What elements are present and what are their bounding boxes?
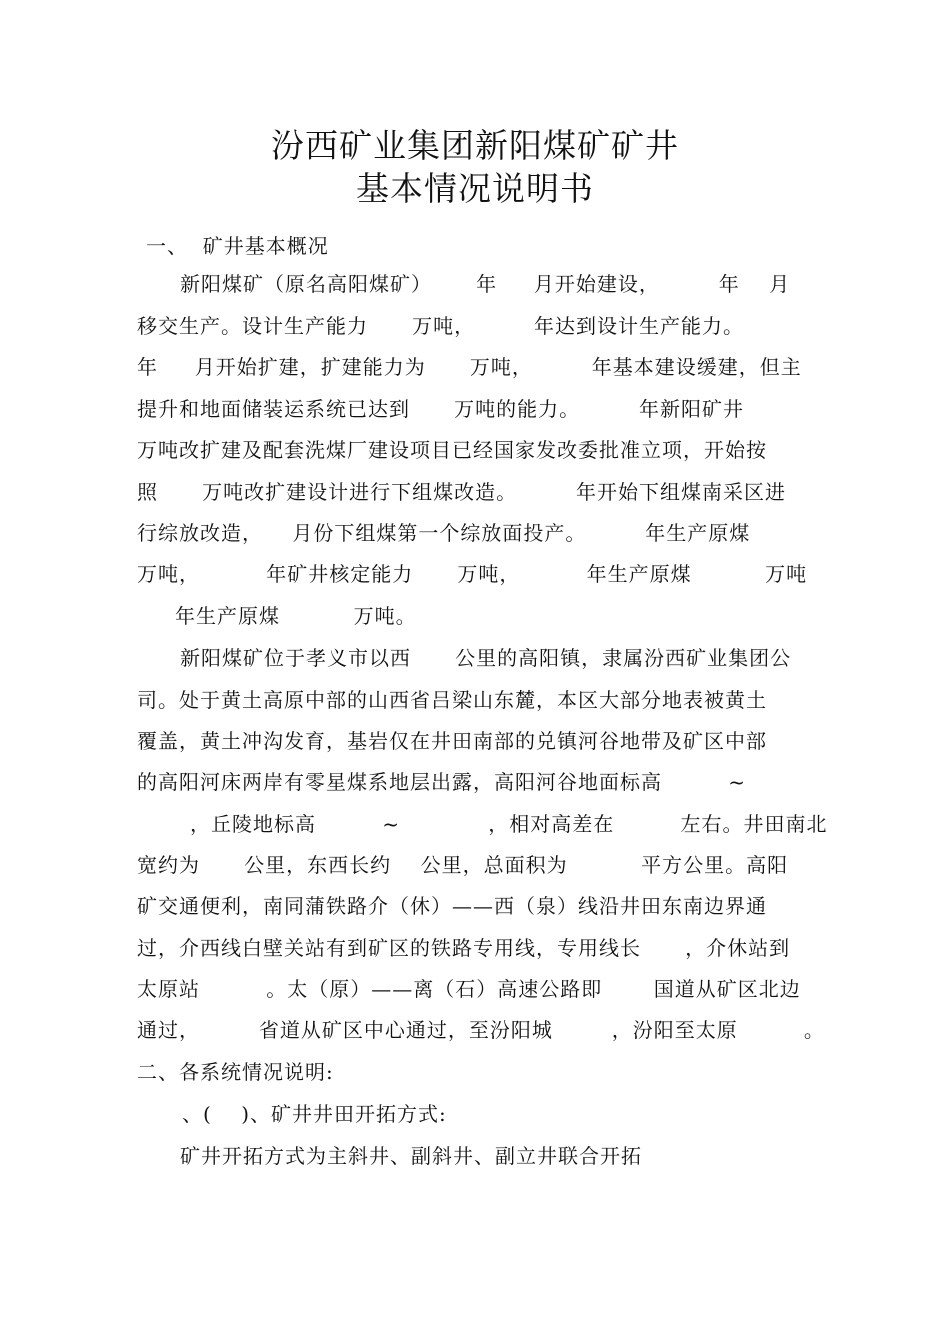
body-line: 行综放改造， 月份下组煤第一个综放面投产。 年生产原煤 — [137, 521, 751, 545]
body-line: 万吨， 年矿井核定能力 万吨， 年生产原煤 万吨 — [137, 562, 808, 586]
body-line: 万吨改扩建及配套洗煤厂建设项目已经国家发改委批准立项，开始按 — [137, 438, 767, 462]
body-line: 年 月开始扩建，扩建能力为 万吨， 年基本建设缓建，但主 — [137, 355, 802, 379]
body-line: ，丘陵地标高 ~ ，相对高差在 左右。井田南北 — [190, 812, 828, 836]
document-title-line1: 汾西矿业集团新阳煤矿矿井 — [271, 126, 679, 165]
body-line: 的高阳河床两岸有零星煤系地层出露，高阳河谷地面标高 ~ — [137, 770, 746, 794]
body-line: 矿交通便利，南同蒲铁路介（休）——西（泉）线沿井田东南边界通 — [137, 894, 767, 918]
body-line: 提升和地面储装运系统已达到 万吨的能力。 年新阳矿井 — [137, 397, 745, 421]
body-line: 太原站 。太（原）——离（石）高速公路即 国道从矿区北边 — [137, 977, 801, 1001]
section2-paragraph: 矿井开拓方式为主斜井、副斜井、副立井联合开拓 — [180, 1144, 642, 1168]
body-line: 过，介西线白壁关站有到矿区的铁路专用线，专用线长 ，介休站到 — [137, 936, 791, 960]
body-line: 宽约为 公里，东西长约 公里，总面积为 平方公里。高阳 — [137, 853, 789, 877]
body-line: 新阳煤矿（原名高阳煤矿） 年 月开始建设， 年 月 — [180, 272, 791, 296]
body-line: 移交生产。设计生产能力 万吨， 年达到设计生产能力。 — [137, 314, 745, 338]
body-line: 覆盖，黄土冲沟发育，基岩仅在井田南部的兑镇河谷地带及矿区中部 — [137, 729, 767, 753]
body-line: 照 万吨改扩建设计进行下组煤改造。 年开始下组煤南采区进 — [137, 480, 787, 504]
body-line: 新阳煤矿位于孝义市以西 公里的高阳镇，隶属汾西矿业集团公 — [180, 646, 792, 670]
body-line: 通过， 省道从矿区中心通过，至汾阳城 ，汾阳至太原 。 — [137, 1018, 825, 1042]
document-title-line2: 基本情况说明书 — [356, 169, 594, 208]
body-line: 司。处于黄土高原中部的山西省吕梁山东麓，本区大部分地表被黄土 — [137, 688, 767, 712]
section1-heading: 一、 矿井基本概况 — [146, 234, 329, 258]
body-line: 年生产原煤 万吨。 — [175, 604, 417, 628]
section2-heading: 二、各系统情况说明: — [137, 1060, 334, 1084]
section2-subheading: 、( )、矿井井田开拓方式: — [182, 1102, 447, 1126]
